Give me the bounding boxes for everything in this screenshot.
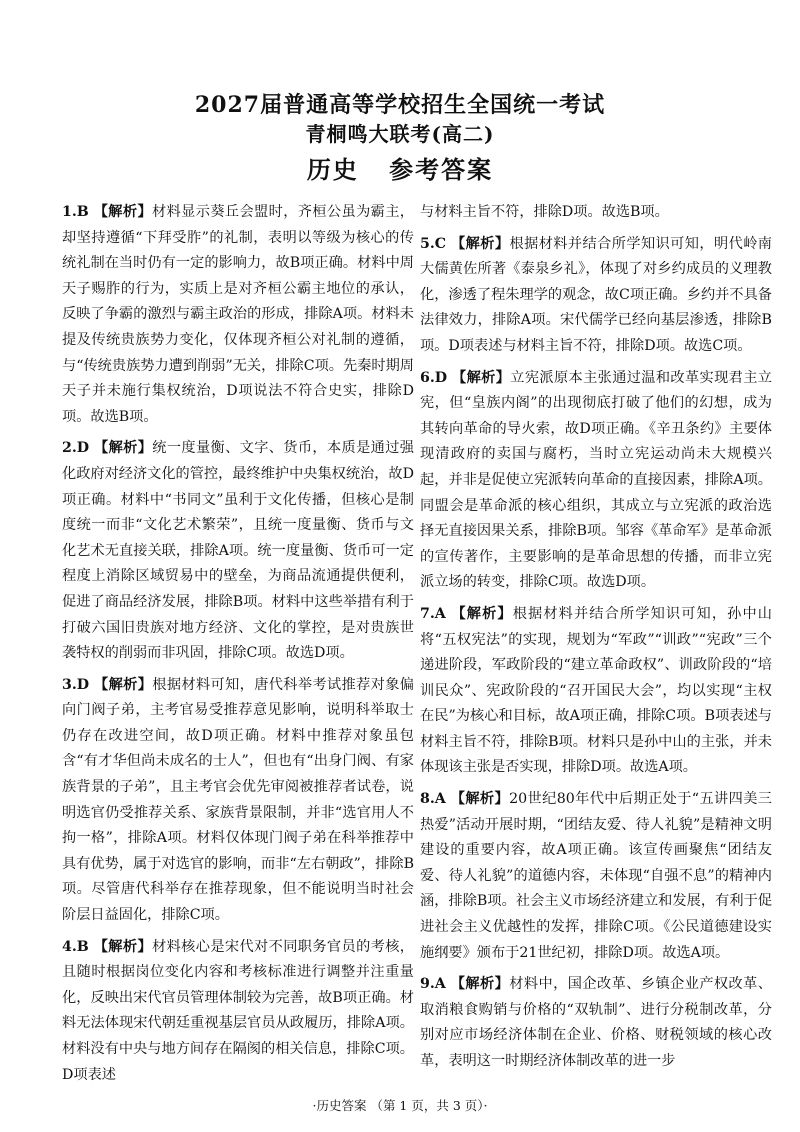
answer-item [420, 787, 772, 966]
analysis-text: 与材料主旨不符，排除D项。故选B项。 [420, 204, 669, 220]
page-footer: ·历史答案 （第 1 页，共 3 页）· [312, 1098, 488, 1113]
exam-subtitle: 青桐鸣大联考(高二) [305, 122, 495, 146]
right-column [420, 200, 772, 1081]
answer-item-continued [420, 200, 772, 226]
analysis-tag: 【解析】 [93, 204, 153, 220]
analysis-text: 材料中，国企改革、乡镇企业产权改革、取消粮食购销与价格的“双轨制”、进行分税制改革，分别对应市场经济体制在企业、价格、财税领域的核心改革，表明这一时期经济体制改革的进一步 [420, 976, 772, 1069]
analysis-text: 统一度量衡、文字、货币，本质是通过强化政府对经济文化的管控，最终维护中央集权统治，故D项正确。材料中“书同文”虽利于文化传播，但核心是制度统一而非“文化艺术繁荣”，且统一度量衡、货币与文化艺术无直接关联，排除A项。统一度量衡、货币可一定程度上消除区域贸易中的壁垒，为商品流通提供便利，促进了商品经济发展，排除B项。材料中这些举措有利于打破六国旧贵族对地方经济、文化的掌控，是对贵族世袭特权的削弱而非巩固，排除C项。故选D项。 [62, 440, 414, 662]
answer-item [62, 436, 414, 666]
item-number: 9.A [420, 976, 446, 993]
item-number: 4.B [62, 938, 89, 955]
item-number: 2.D [62, 440, 90, 457]
analysis-tag: 【解析】 [94, 440, 153, 457]
item-number: 5.C [420, 235, 447, 252]
analysis-tag: 【解析】 [451, 605, 513, 622]
subject-title [0, 150, 800, 185]
answer-item [62, 673, 414, 929]
subject-name: 历史 [306, 155, 359, 184]
item-number: 3.D [62, 676, 90, 693]
answer-label: 参考答案 [389, 155, 494, 184]
analysis-tag: 【解析】 [93, 938, 153, 955]
item-number: 8.A [420, 791, 446, 808]
analysis-tag: 【解析】 [452, 369, 511, 386]
analysis-tag: 【解析】 [450, 791, 510, 808]
item-number: 7.A [420, 605, 446, 622]
analysis-text: 材料显示葵丘会盟时，齐桓公虽为霸主，却坚持遵循“下拜受胙”的礼制，表明以等级为核心的传统礼制在当时仍有一定的影响力，故B项正确。材料中周天子赐胙的行为，实质上是对齐桓公霸主地位的承认，反映了争霸的激烈与霸主政治的形成，排除A项。材料未提及传统贵族势力变化，仅体现齐桓公对礼制的遵循，与“传统贵族势力遭到削弱”无关，排除C项。先秦时期周天子并未施行集权统治，D项说法不符合史实，排除D项。故选B项。 [62, 204, 414, 425]
answer-item [420, 972, 772, 1074]
item-number: 6.D [420, 369, 448, 386]
answer-item [420, 232, 772, 360]
analysis-text: 根据材料可知，唐代科举考试推荐对象偏向门阀子弟，主考官易受推荐意见影响，说明科举取士仍存在改进空间，故D项正确。材料中推荐对象虽包含“有才华但尚未成名的士人”，但也有“出身门阀、有家族背景的子弟”，且主考官会优先审阅被推荐者试卷，说明选官仍受推荐关系、家族背景限制，并非“选官用人不拘一格”，排除A项。材料仅体现门阀子弟在科举推荐中具有优势，属于对选官的影响，而非“左右朝政”，排除B项。尽管唐代科举存在推荐现象，但不能说明当时社会阶层日益固化，排除C项。 [62, 676, 414, 924]
analysis-text: 20世纪80年代中后期正处于“五讲四美三热爱”活动开展时期，“团结友爱、待人礼貌”是精神文明建设的重要内容，故A项正确。该宣传画聚焦“团结友爱、待人礼貌”的道德内容，未体现“自强不息”的精神内涵，排除B项。社会主义市场经济建立和发展，有利于促进社会主义优越性的发挥，排除C项。《公民道德建设实施纲要》颁布于21世纪初，排除D项。故选A项。 [420, 791, 772, 961]
answer-item [420, 602, 772, 781]
left-column [62, 200, 414, 1094]
analysis-text: 根据材料并结合所学知识可知，明代岭南大儒黄佐所著《泰泉乡礼》，体现了对乡约成员的义理教化，渗透了程朱理学的观念，故C项正确。乡约并不具备法律效力，排除A项。宋代儒学已经向基层渗透，排除B项。D项表述与材料主旨不符，排除D项。故选C项。 [420, 235, 772, 354]
item-number: 1.B [62, 204, 89, 220]
answer-item [62, 935, 414, 1089]
analysis-tag: 【解析】 [94, 676, 153, 693]
analysis-tag: 【解析】 [450, 976, 510, 993]
answer-item [420, 366, 772, 596]
analysis-text: 材料核心是宋代对不同职务官员的考核，且随时根据岗位变化内容和考核标准进行调整并注重量化，反映出宋代官员管理体制较为完善，故B项正确。材料无法体现宋代朝廷重视基层官员从政履历，排除A项。材料没有中央与地方间存在隔阂的相关信息，排除C项。D项表述 [62, 938, 414, 1083]
analysis-text: 根据材料并结合所学知识可知，孙中山将“五权宪法”的实现，规划为“军政”“训政”“宪政”三个递进阶段，军政阶段的“建立革命政权”、训政阶段的“培训民众”、宪政阶段的“召开国民大会”，均以实现“主权在民”为核心和目标，故A项正确，排除C项。B项表述与材料主旨不符，排除B项。材料只是孙中山的主张，并未体现该主张是否实现，排除D项。故选A项。 [420, 605, 772, 776]
answer-item [62, 200, 414, 430]
analysis-tag: 【解析】 [451, 235, 510, 252]
analysis-text: 立宪派原本主张通过温和改革实现君主立宪，但“皇族内阁”的出现彻底打破了他们的幻想，成为其转向革命的导火索，故D项正确。《辛丑条约》主要体现清政府的卖国与腐朽，当时立宪运动尚未大规模兴起，并非是促使立宪派转向革命的直接因素，排除A项。同盟会是革命派的核心组织，其成立与立宪派的政治选择无直接因果关系，排除B项。邹容《革命军》是革命派的宣传著作，主要影响的是革命思想的传播，而非立宪派立场的转变，排除C项。故选D项。 [420, 369, 772, 591]
exam-title: 2027届普通高等学校招生全国统一考试 [194, 92, 606, 118]
